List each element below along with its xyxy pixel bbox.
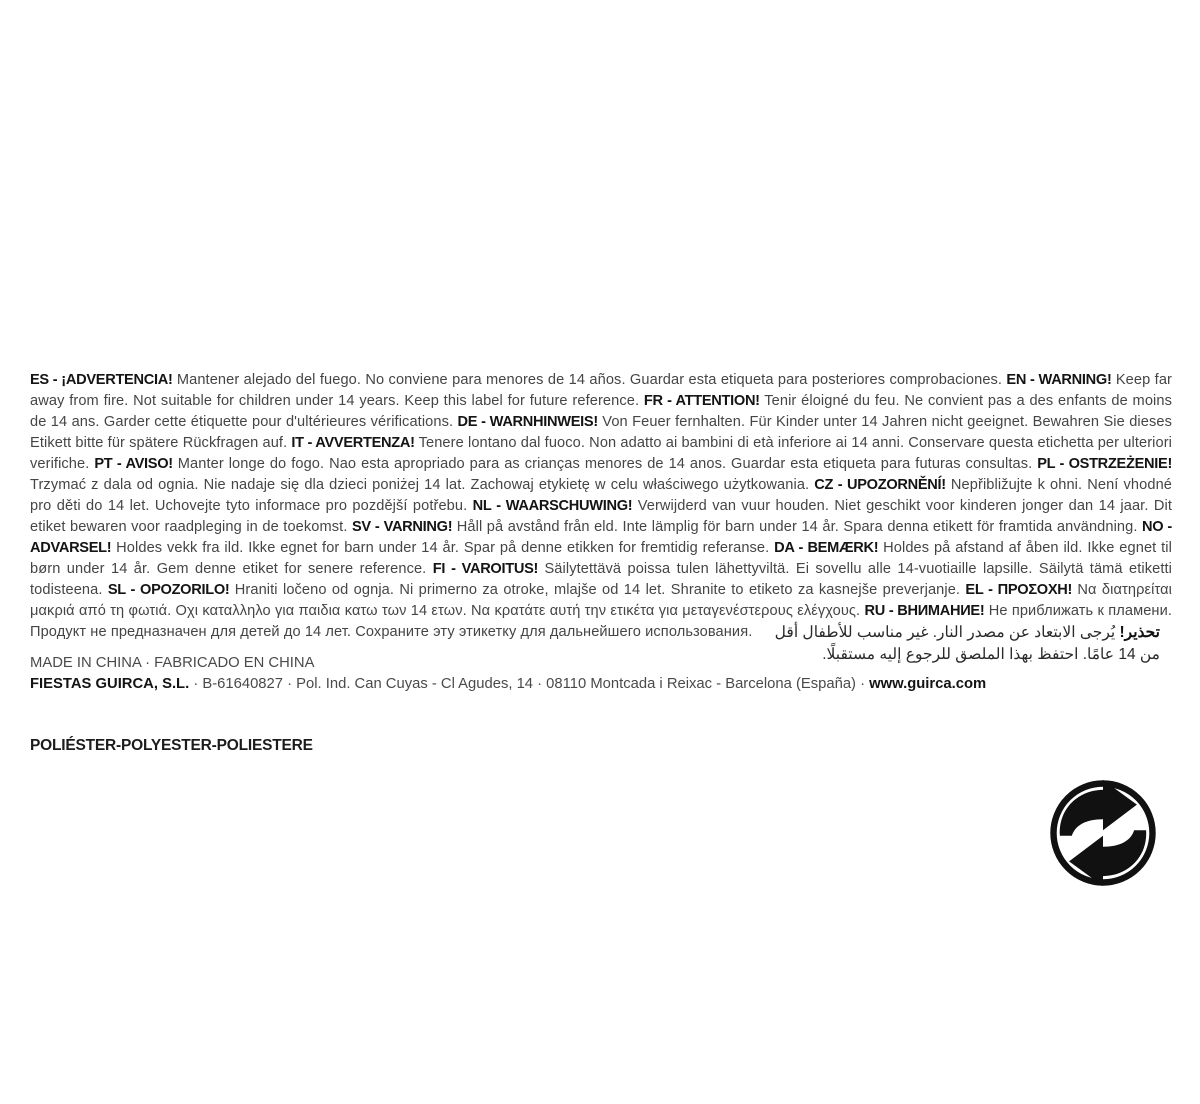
arabic-warning-title: تحذير! (1119, 624, 1160, 641)
warning-lang-title: SL - OPOZORILO! (107, 582, 230, 598)
warning-lang-text: Nepřibližujte k ohni. Není vhodné pro děti do 14 let. Uchovejte tyto informace pro pozdější potřebu. (30, 477, 1173, 514)
warning-lang-title: EN - WARNING! (1006, 372, 1112, 388)
warning-lang-text: Trzymać z dala od ognia. Nie nadaje się dla dzieci poniżej 14 lat. Zachowaj etykietę w celu właściwego użytkowania. (30, 477, 815, 493)
warning-lang-title: PT - AVISO! (94, 456, 173, 472)
manufacturer-details: · B-61640827 · Pol. Ind. Can Cuyas - Cl Agudes, 14 · 08110 Montcada i Reixac - Barcelona (España) · (189, 676, 870, 692)
warning-lang-text: Holdes vekk fra ild. Ikke egnet for barn under 14 år. Spar på denne etikken for fremtidig referanse. (111, 540, 775, 556)
manufacturer-name: FIESTAS GUIRCA, S.L. (30, 676, 190, 692)
warning-lang-text: Hraniti ločeno od ognja. Ni primerno za otroke, mlajše od 14 let. Shranite to etiketo za kasnejše preverjanje. (229, 582, 966, 598)
warning-lang-title: RU - ВНИМАНИЕ! (864, 603, 985, 619)
arabic-warning-line1 (640, 622, 1160, 644)
warning-lang-title: ES - ¡ADVERTENCIA! (30, 372, 173, 388)
warning-lang-text: Tenere lontano dal fuoco. Non adatto ai bambini di età inferiore ai 14 anni. Conservare questa etichetta per ulteriori verifiche. (30, 435, 1173, 472)
warning-lang-title: SV - VARNING! (351, 519, 453, 535)
warning-lang-title: DA - BEMÆRK! (774, 540, 879, 556)
warning-lang-title: IT - AVVERTENZA! (291, 435, 415, 451)
warning-lang-title: DE - WARNHINWEIS! (457, 414, 598, 430)
warning-lang-title: NO - ADVARSEL! (30, 519, 1172, 556)
warning-lang-text: Tenir éloigné du feu. Ne convient pas a des enfants de moins de 14 ans. Garder cette étiquette pour d'ultérieures vérifications. (30, 393, 1172, 430)
warning-lang-text: Не приближать к пламени. Продукт не предназначен для детей до 14 лет. Сохраните эту этикетку для дальнейшего использования. (30, 603, 1172, 640)
made-in-line: MADE IN CHINA · FABRICADO EN CHINA (30, 655, 315, 671)
arabic-warning-line1-text: يُرجى الابتعاد عن مصدر النار. غير مناسب للأطفال أقل (774, 624, 1120, 641)
warning-lang-title: CZ - UPOZORNĚNÍ! (814, 477, 946, 493)
warning-lang-title: NL - WAARSCHUWING! (472, 498, 633, 514)
arabic-warning-line2: من 14 عامًا. احتفظ بهذا الملصق للرجوع إليه مستقبلًا. (822, 646, 1160, 663)
warning-lang-title: FR - ATTENTION! (643, 393, 760, 409)
warning-lang-text: Verwijderd van vuur houden. Niet geschikt voor kinderen jonger dan 14 jaar. Dit etiket bewaren voor raadpleging in de toekomst. (30, 498, 1172, 535)
green-dot-recycling-icon (1048, 778, 1158, 888)
multilingual-warning-paragraph (30, 370, 1172, 643)
warning-lang-text: Holdes på afstand af åben ild. Ikke egnet til børn under 14 år. Gem denne etiket for senere reference. (30, 540, 1172, 577)
warning-lang-text: Mantener alejado del fuego. No conviene para menores de 14 años. Guardar esta etiqueta para posteriores comprobaciones. (172, 372, 1007, 388)
warning-lang-text: Keep far away from fire. Not suitable for children under 14 years. Keep this label for future reference. (30, 372, 1172, 409)
warning-lang-text: Manter longe do fogo. Nao esta apropriado para as crianças menores de 14 anos. Guardar esta etiqueta para futuras consultas. (172, 456, 1038, 472)
warning-lang-text: Säilytettävä poissa tulen lähettyviltä. Ei sovellu alle 14-vuotiaille lapsille. Säilytä tämä etiketti todisteena. (30, 561, 1172, 598)
material-line: POLIÉSTER-POLYESTER-POLIESTERE (30, 737, 313, 754)
warning-lang-text: Håll på avstånd från eld. Inte lämplig för barn under 14 år. Spara denna etikett för framtida användning. (452, 519, 1143, 535)
warning-lang-title: PL - OSTRZEŻENIE! (1037, 456, 1173, 472)
warning-lang-text: Von Feuer fernhalten. Für Kinder unter 14 Jahren nicht geeignet. Bewahren Sie dieses Etikett bitte für spätere Rückfragen auf. (30, 414, 1172, 451)
manufacturer-website: www.guirca.com (869, 676, 987, 692)
arabic-warning-block (640, 622, 1160, 666)
warning-lang-title: EL - ΠΡΟΣΟΧΗ! (965, 582, 1073, 598)
manufacturer-line (30, 676, 986, 692)
warning-lang-text: Να διατηρείται μακριά από τη φωτιά. Οχι καταλληλο για παιδια κατω των 14 ετων. Να κρατάτε αυτή την ετικέτα για μεταγενέστερους ελέγχους. (30, 582, 1172, 619)
warning-lang-title: FI - VAROITUS! (432, 561, 539, 577)
